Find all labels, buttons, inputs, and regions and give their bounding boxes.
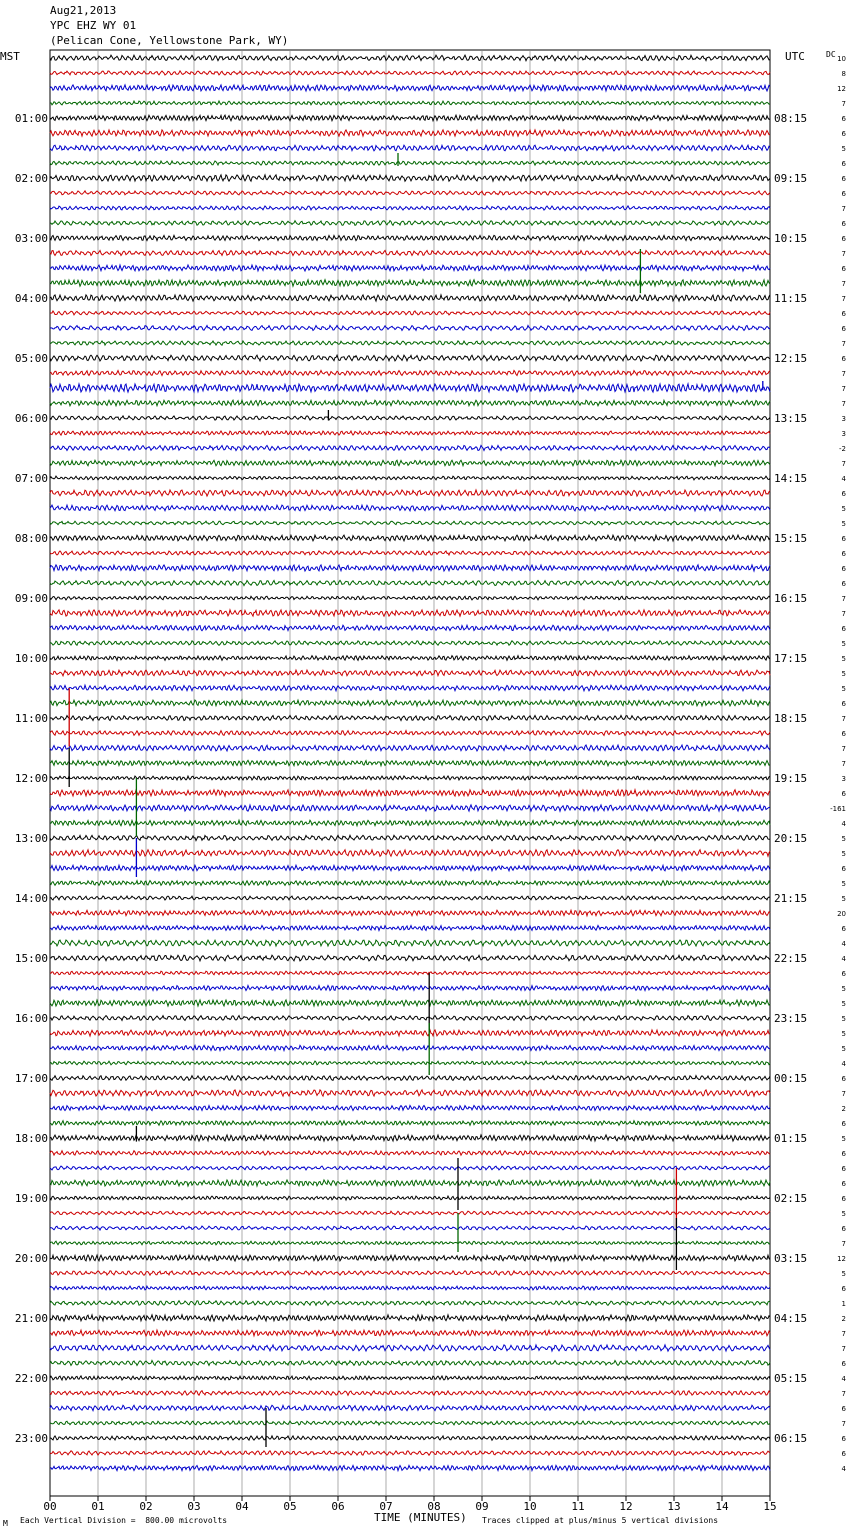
dc-offset-label: 6 (841, 1150, 846, 1158)
left-hour-label: 19:00 (14, 1192, 48, 1205)
right-hour-label: 12:15 (774, 352, 808, 365)
trace-row (50, 1255, 770, 1261)
scale-note: Each Vertical Division = 800.00 microvolts (20, 1516, 228, 1525)
right-hour-label: 21:15 (774, 892, 808, 905)
clip-note: Traces clipped at plus/minus 5 vertical divisions (482, 1516, 719, 1525)
trace-row (50, 265, 770, 271)
left-hour-label: 08:00 (14, 532, 48, 545)
right-hour-label: 10:15 (774, 232, 808, 245)
trace-row (50, 280, 770, 287)
trace-row (50, 776, 770, 780)
x-tick-label: 10 (523, 1500, 537, 1513)
trace-row (50, 716, 770, 721)
trace-row (50, 1286, 770, 1290)
trace-row (50, 161, 770, 165)
trace-row (50, 1000, 770, 1006)
dc-offset-label: 7 (841, 1390, 846, 1398)
trace-row (50, 446, 770, 451)
dc-offset-label: 6 (841, 175, 846, 183)
x-tick-label: 04 (235, 1500, 249, 1513)
dc-offset-label: 6 (841, 1405, 846, 1413)
dc-offset-label: 5 (841, 1135, 846, 1143)
dc-offset-label: 5 (841, 1045, 846, 1053)
trace-row (50, 1196, 770, 1200)
trace-row (50, 1151, 770, 1156)
dc-offset-label: 7 (841, 400, 846, 408)
right-hour-label: 00:15 (774, 1072, 808, 1085)
dc-offset-label: 6 (841, 160, 846, 168)
dc-offset-label: 6 (841, 1450, 846, 1458)
dc-offset-label: 5 (841, 835, 846, 843)
trace-row (50, 1436, 770, 1440)
trace-row (50, 760, 770, 765)
right-hour-label: 09:15 (774, 172, 808, 185)
trace-row (50, 1330, 770, 1336)
trace-row (50, 565, 770, 571)
trace-row (50, 326, 770, 331)
dc-offset-label: 7 (841, 595, 846, 603)
dc-offset-label: 6 (841, 220, 846, 228)
dc-offset-label: 7 (841, 295, 846, 303)
x-axis-title: TIME (MINUTES) (374, 1511, 467, 1524)
left-hour-label: 01:00 (14, 112, 48, 125)
trace-row (50, 490, 770, 496)
dc-offset-label: 6 (841, 265, 846, 273)
right-hour-label: 20:15 (774, 832, 808, 845)
dc-offset-label: 6 (841, 700, 846, 708)
right-hour-label: 16:15 (774, 592, 808, 605)
dc-offset-label: 7 (841, 1240, 846, 1248)
dc-offset-label: 5 (841, 1270, 846, 1278)
dc-offset-label: 12 (837, 85, 846, 93)
dc-offset-label: 5 (841, 880, 846, 888)
right-hour-label: 08:15 (774, 112, 808, 125)
trace-row (50, 416, 770, 420)
dc-offset-label: 7 (841, 205, 846, 213)
trace-row (50, 191, 770, 195)
left-hour-label: 09:00 (14, 592, 48, 605)
dc-offset-label: 7 (841, 1420, 846, 1428)
dc-offset-label: 10 (837, 55, 846, 63)
dc-offset-label: 1 (841, 1300, 846, 1308)
trace-row (50, 881, 770, 886)
trace-row (50, 865, 770, 871)
left-hour-label: 11:00 (14, 712, 48, 725)
right-hour-label: 02:15 (774, 1192, 808, 1205)
dc-offset-label: 3 (841, 415, 846, 423)
x-tick-label: 08 (427, 1500, 441, 1513)
left-hour-label: 03:00 (14, 232, 48, 245)
x-tick-label: 14 (715, 1500, 729, 1513)
trace-row (50, 85, 770, 91)
x-tick-label: 00 (43, 1500, 57, 1513)
right-hour-label: 14:15 (774, 472, 808, 485)
dc-offset-label: 6 (841, 550, 846, 558)
trace-row (50, 1121, 770, 1126)
trace-row (50, 341, 770, 345)
dc-offset-label: 6 (841, 625, 846, 633)
dc-offset-label: 6 (841, 1225, 846, 1233)
dc-offset-label: 5 (841, 670, 846, 678)
left-hour-label: 16:00 (14, 1012, 48, 1025)
right-hour-label: 13:15 (774, 412, 808, 425)
trace-row (50, 745, 770, 751)
dc-offset-label: 5 (841, 1015, 846, 1023)
right-hour-label: 19:15 (774, 772, 808, 785)
dc-offset-label: 6 (841, 1180, 846, 1188)
trace-row (50, 700, 770, 706)
trace-row (50, 656, 770, 661)
dc-offset-label: 6 (841, 580, 846, 588)
trace-row (50, 1405, 770, 1410)
trace-row (50, 1465, 770, 1470)
x-tick-label: 01 (91, 1500, 105, 1513)
dc-offset-label: 7 (841, 460, 846, 468)
dc-offset-label: 7 (841, 715, 846, 723)
dc-offset-label: 5 (841, 685, 846, 693)
trace-row (50, 1451, 770, 1456)
dc-offset-label: 5 (841, 145, 846, 153)
dc-offset-label: -2 (839, 445, 846, 453)
trace-row (50, 805, 770, 811)
dc-offset-label: 20 (837, 910, 846, 918)
dc-offset-label: 7 (841, 280, 846, 288)
trace-row (50, 790, 770, 796)
dc-offset-label: 6 (841, 310, 846, 318)
trace-row (50, 926, 770, 931)
dc-offset-label: 3 (841, 430, 846, 438)
trace-row (50, 551, 770, 555)
dc-offset-label: 7 (841, 760, 846, 768)
trace-row (50, 685, 770, 691)
dc-offset-label: 6 (841, 325, 846, 333)
right-hour-label: 03:15 (774, 1252, 808, 1265)
dc-offset-label: 6 (841, 1120, 846, 1128)
trace-row (50, 955, 770, 961)
trace-row (50, 1106, 770, 1111)
trace-row (50, 580, 770, 585)
left-hour-label: 17:00 (14, 1072, 48, 1085)
trace-row (50, 1211, 770, 1215)
dc-offset-label: 7 (841, 370, 846, 378)
trace-row (50, 206, 770, 210)
x-tick-label: 07 (379, 1500, 393, 1513)
dc-offset-label: 6 (841, 235, 846, 243)
trace-row (50, 1061, 770, 1065)
trace-row (50, 1241, 770, 1245)
dc-offset-label: 6 (841, 130, 846, 138)
dc-offset-label: 4 (841, 955, 846, 963)
trace-row (50, 1180, 770, 1186)
dc-offset-label: 6 (841, 115, 846, 123)
dc-offset-label: 6 (841, 1435, 846, 1443)
dc-offset-label: 6 (841, 790, 846, 798)
dc-offset-label: 5 (841, 505, 846, 513)
x-tick-label: 15 (763, 1500, 777, 1513)
dc-offset-label: 7 (841, 1090, 846, 1098)
trace-row (50, 175, 770, 181)
left-hour-label: 18:00 (14, 1132, 48, 1145)
trace-row (50, 221, 770, 226)
dc-offset-label: -161 (830, 805, 846, 813)
left-timezone-label: MST (0, 50, 20, 63)
x-tick-label: 03 (187, 1500, 201, 1513)
dc-offset-label: 2 (841, 1315, 846, 1323)
x-tick-label: 05 (283, 1500, 297, 1513)
trace-row (50, 311, 770, 315)
left-hour-label: 06:00 (14, 412, 48, 425)
right-hour-label: 17:15 (774, 652, 808, 665)
trace-row (50, 1361, 770, 1366)
left-hour-label: 13:00 (14, 832, 48, 845)
dc-offset-label: 6 (841, 865, 846, 873)
trace-row (50, 295, 770, 301)
trace-row (50, 1271, 770, 1276)
trace-row (50, 596, 770, 600)
left-hour-label: 07:00 (14, 472, 48, 485)
trace-row (50, 505, 770, 511)
left-hour-label: 05:00 (14, 352, 48, 365)
left-hour-label: 20:00 (14, 1252, 48, 1265)
trace-row (50, 1391, 770, 1396)
trace-row (50, 1076, 770, 1081)
trace-row (50, 910, 770, 915)
trace-row (50, 731, 770, 736)
right-hour-label: 05:15 (774, 1372, 808, 1385)
trace-row (50, 1315, 770, 1321)
right-hour-label: 11:15 (774, 292, 808, 305)
trace-row (50, 641, 770, 646)
x-tick-label: 02 (139, 1500, 153, 1513)
dc-offset-label: 7 (841, 610, 846, 618)
trace-row (50, 535, 770, 541)
dc-offset-label: 6 (841, 565, 846, 573)
dc-offset-label: 6 (841, 535, 846, 543)
trace-row (50, 476, 770, 480)
dc-offset-label: 3 (841, 775, 846, 783)
trace-row (50, 431, 770, 435)
trace-row (50, 1301, 770, 1306)
dc-offset-label: 6 (841, 1360, 846, 1368)
dc-offset-label: 7 (841, 340, 846, 348)
dc-offset-label: 5 (841, 1030, 846, 1038)
x-tick-label: 09 (475, 1500, 489, 1513)
left-hour-label: 04:00 (14, 292, 48, 305)
trace-row (50, 460, 770, 466)
dc-offset-label: 12 (837, 1255, 846, 1263)
dc-offset-label: 4 (841, 940, 846, 948)
station-code: YPC EHZ WY 01 (50, 19, 137, 32)
trace-row (50, 371, 770, 376)
dc-offset-label: 6 (841, 355, 846, 363)
right-hour-label: 23:15 (774, 1012, 808, 1025)
trace-row (50, 1030, 770, 1036)
dc-offset-label: 6 (841, 1165, 846, 1173)
x-tick-label: 13 (667, 1500, 681, 1513)
dc-offset-label: 6 (841, 1195, 846, 1203)
right-hour-label: 01:15 (774, 1132, 808, 1145)
trace-row (50, 384, 770, 392)
trace-row (50, 820, 770, 825)
trace-row (50, 235, 770, 240)
x-tick-label: 11 (571, 1500, 585, 1513)
trace-row (50, 1045, 770, 1050)
dc-offset-label: 7 (841, 385, 846, 393)
trace-row (50, 115, 770, 121)
trace-row (50, 130, 770, 136)
left-hour-label: 02:00 (14, 172, 48, 185)
trace-row (50, 1345, 770, 1351)
trace-row (50, 625, 770, 631)
dc-offset-label: 5 (841, 520, 846, 528)
x-tick-label: 12 (619, 1500, 633, 1513)
trace-row (50, 71, 770, 75)
recording-date: Aug21,2013 (50, 4, 117, 17)
trace-row (50, 250, 770, 255)
right-hour-label: 22:15 (774, 952, 808, 965)
dc-offset-label: 6 (841, 190, 846, 198)
station-location: (Pelican Cone, Yellowstone Park, WY) (50, 34, 289, 47)
trace-row (50, 1376, 770, 1380)
trace-row (50, 1135, 770, 1141)
trace-row (50, 521, 770, 525)
dc-offset-label: 6 (841, 970, 846, 978)
dc-offset-label: 6 (841, 1075, 846, 1083)
left-hour-label: 21:00 (14, 1312, 48, 1325)
trace-row (50, 971, 770, 975)
dc-offset-label: 5 (841, 895, 846, 903)
dc-offset-label: 4 (841, 1060, 846, 1068)
trace-row (50, 850, 770, 857)
left-hour-label: 10:00 (14, 652, 48, 665)
dc-offset-label: 4 (841, 475, 846, 483)
trace-row (50, 940, 770, 946)
dc-offset-label: 2 (841, 1105, 846, 1113)
dc-offset-label: 7 (841, 745, 846, 753)
trace-row (50, 1090, 770, 1096)
trace-row (50, 1226, 770, 1230)
dc-offset-label: 6 (841, 490, 846, 498)
dc-offset-label: 5 (841, 985, 846, 993)
corner-mark: M (3, 1519, 8, 1528)
x-tick-label: 06 (331, 1500, 345, 1513)
dc-offset-label: 5 (841, 850, 846, 858)
dc-header-label: DC (826, 50, 836, 59)
trace-row (50, 670, 770, 676)
trace-row (50, 835, 770, 840)
trace-row (50, 896, 770, 900)
right-hour-label: 18:15 (774, 712, 808, 725)
dc-offset-label: 8 (841, 70, 846, 78)
trace-row (50, 1421, 770, 1425)
trace-row (50, 610, 770, 616)
trace-row (50, 55, 770, 61)
dc-offset-label: 6 (841, 730, 846, 738)
dc-offset-label: 5 (841, 1000, 846, 1008)
dc-offset-label: 5 (841, 1210, 846, 1218)
dc-offset-label: 7 (841, 250, 846, 258)
trace-row (50, 400, 770, 406)
dc-offset-label: 4 (841, 1465, 846, 1473)
dc-offset-label: 7 (841, 1345, 846, 1353)
left-hour-label: 15:00 (14, 952, 48, 965)
trace-row (50, 1016, 770, 1021)
dc-offset-label: 5 (841, 655, 846, 663)
right-timezone-label: UTC (785, 50, 805, 63)
trace-row (50, 1166, 770, 1170)
right-hour-label: 06:15 (774, 1432, 808, 1445)
dc-offset-label: 7 (841, 100, 846, 108)
left-hour-label: 12:00 (14, 772, 48, 785)
trace-row (50, 145, 770, 151)
trace-row (50, 355, 770, 361)
dc-offset-label: 5 (841, 640, 846, 648)
trace-row (50, 101, 770, 105)
left-hour-label: 14:00 (14, 892, 48, 905)
left-hour-label: 23:00 (14, 1432, 48, 1445)
right-hour-label: 15:15 (774, 532, 808, 545)
trace-row (50, 986, 770, 991)
dc-offset-label: 6 (841, 925, 846, 933)
dc-offset-label: 4 (841, 820, 846, 828)
left-hour-label: 22:00 (14, 1372, 48, 1385)
right-hour-label: 04:15 (774, 1312, 808, 1325)
dc-offset-label: 6 (841, 1285, 846, 1293)
dc-offset-label: 7 (841, 1330, 846, 1338)
dc-offset-label: 4 (841, 1375, 846, 1383)
